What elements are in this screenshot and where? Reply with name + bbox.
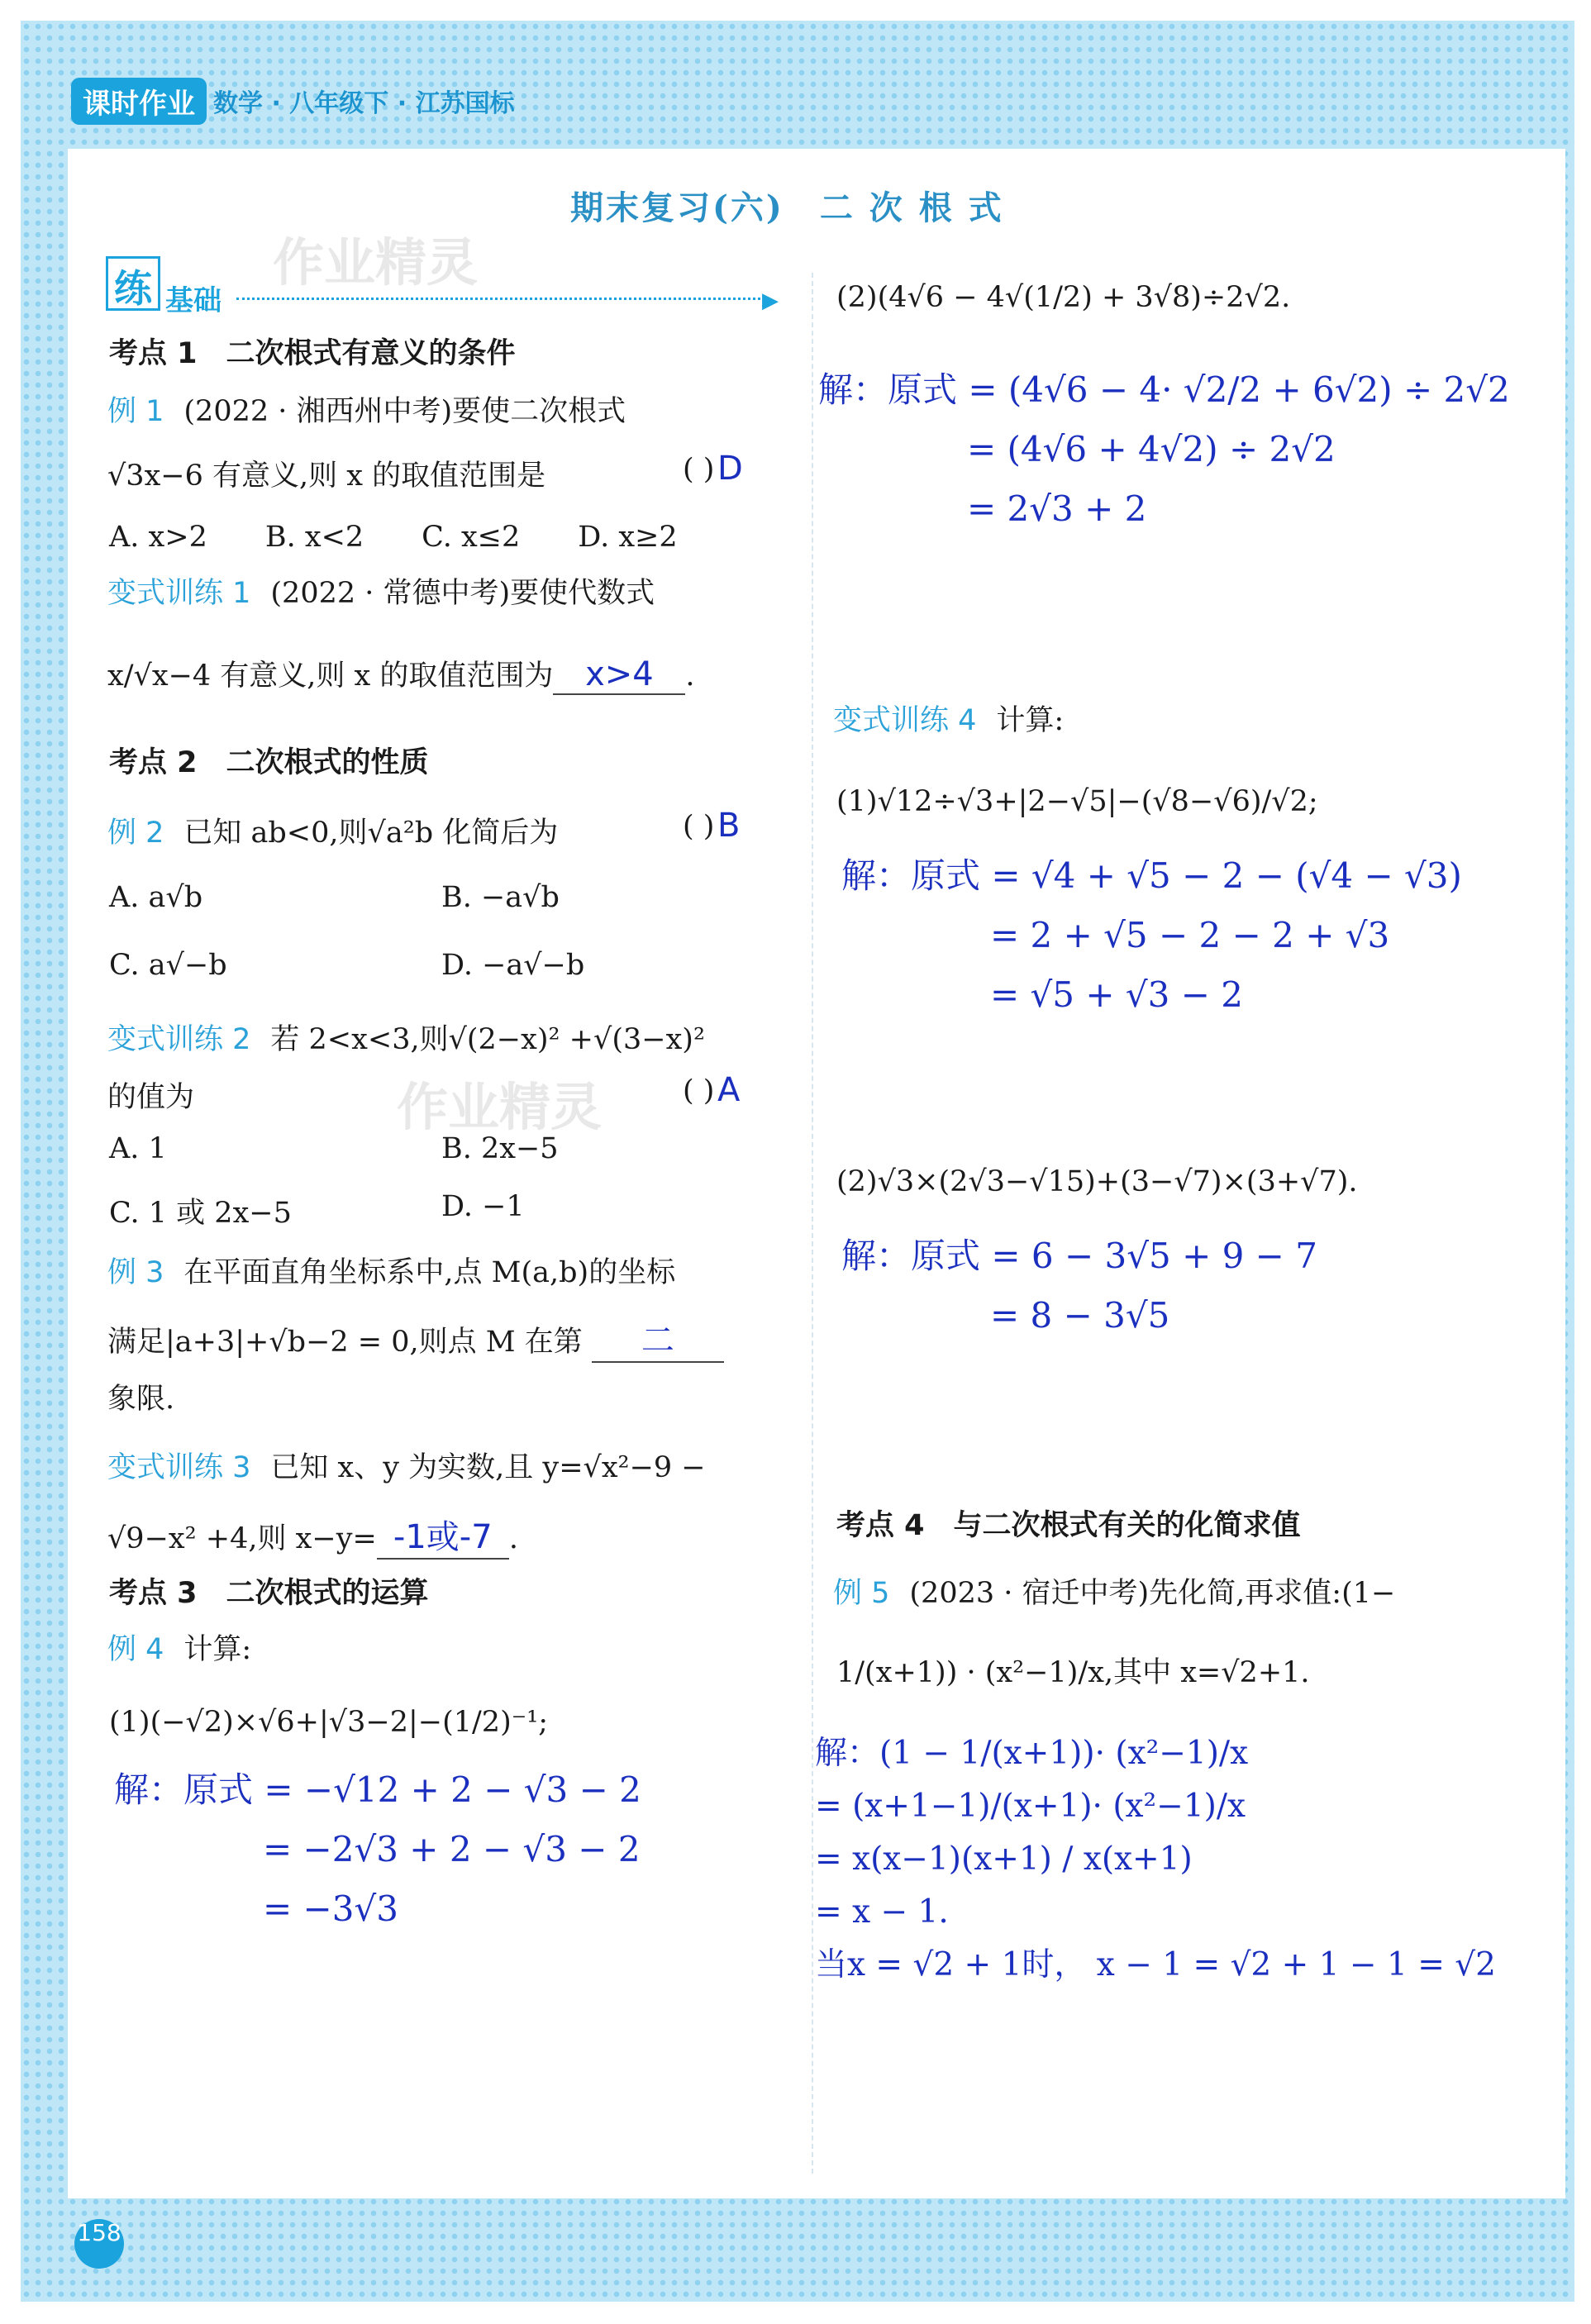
example-3-line3: 象限. bbox=[107, 1383, 175, 1416]
handwritten-solution bbox=[815, 1727, 1496, 1992]
option-c: C. a√−b bbox=[109, 949, 227, 982]
basic-label: 基础 bbox=[165, 284, 222, 317]
arrow-icon: ▶ bbox=[762, 288, 779, 313]
variant-label: 变式训练 3 bbox=[107, 1451, 251, 1484]
question-text: √9−x² +4,则 x−y= bbox=[107, 1522, 377, 1555]
solution-line: = −2√3 + 2 − √3 − 2 bbox=[263, 1829, 641, 1869]
solution-line: = (x+1−1)/(x+1)· (x²−1)/x bbox=[815, 1788, 1246, 1825]
answer-paren: ( ) bbox=[683, 453, 715, 486]
solution-line: 解：原式 = 6 − 3√5 + 9 − 7 bbox=[841, 1236, 1317, 1276]
question-text: (2022 · 湘西州中考)要使二次根式 bbox=[183, 395, 626, 428]
example-1 bbox=[107, 388, 626, 430]
question-text: x/√x−4 有意义,则 x 的取值范围为 bbox=[107, 660, 554, 693]
example-5-line2: 1/(x+1)) · (x²−1)/x,其中 x=√2+1. bbox=[836, 1656, 1310, 1689]
example-label: 例 4 bbox=[107, 1633, 164, 1666]
solution-line: = x − 1. bbox=[815, 1893, 949, 1931]
example-3 bbox=[107, 1250, 675, 1291]
variant-label: 变式训练 2 bbox=[107, 1023, 251, 1056]
example-label: 例 1 bbox=[107, 395, 164, 428]
solution-line: = 2 + √5 − 2 − 2 + √3 bbox=[990, 915, 1390, 955]
answer: D bbox=[717, 450, 743, 488]
handwritten-solution bbox=[841, 1226, 1317, 1345]
topic-4: 考点 4 与二次根式有关的化简求值 bbox=[836, 1509, 1301, 1542]
book-subtitle: 数学 · 八年级下 · 江苏国标 bbox=[213, 89, 515, 118]
example-1-line2: √3x−6 有意义,则 x 的取值范围是 bbox=[107, 460, 546, 493]
question-text: 在平面直角坐标系中,点 M(a,b)的坐标 bbox=[183, 1256, 676, 1289]
example-2 bbox=[107, 810, 558, 851]
option-a: A. a√b bbox=[109, 881, 203, 914]
page-number: 158 bbox=[74, 2219, 124, 2269]
variant-1 bbox=[107, 570, 655, 612]
question-text: 已知 x、y 为实数,且 y=√x²−9 − bbox=[270, 1451, 706, 1484]
variant-4-q1: (1)√12÷√3+|2−√5|−(√8−√6)/√2; bbox=[836, 785, 1318, 818]
example-label: 例 5 bbox=[833, 1577, 890, 1610]
practice-icon: 练 bbox=[106, 256, 160, 311]
question-text: (2023 · 宿迁中考)先化简,再求值:(1− bbox=[909, 1577, 1396, 1610]
example-4 bbox=[107, 1626, 251, 1668]
solution-line: 解：原式 = (4√6 − 4· √2/2 + 6√2) ÷ 2√2 bbox=[818, 369, 1510, 410]
solution-line: 解：原式 = −√12 + 2 − √3 − 2 bbox=[114, 1769, 641, 1810]
example-label: 例 3 bbox=[107, 1256, 164, 1289]
section-basic bbox=[106, 256, 222, 318]
question-text: 计算: bbox=[996, 704, 1065, 737]
options: A. x>2 B. x<2 C. x≤2 D. x≥2 bbox=[109, 521, 678, 554]
option-b: B. 2x−5 bbox=[441, 1132, 559, 1165]
answer: x>4 bbox=[553, 655, 685, 695]
arrow-line bbox=[236, 298, 765, 300]
solution-line: = 8 − 3√5 bbox=[990, 1295, 1170, 1336]
answer-paren: ( ) bbox=[683, 810, 715, 843]
example-4-q1: (1)(−√2)×√6+|√3−2|−(1/2)⁻¹; bbox=[109, 1706, 549, 1739]
variant-3-line2: √9−x² +4,则 x−y= -1或-7 . bbox=[107, 1511, 518, 1560]
variant-label: 变式训练 1 bbox=[107, 577, 251, 610]
answer: B bbox=[717, 807, 741, 845]
answer: 二 bbox=[592, 1314, 724, 1363]
solution-line: 解：(1 − 1/(x+1))· (x²−1)/x bbox=[815, 1735, 1249, 1772]
watermark: 作业精灵 bbox=[273, 232, 479, 293]
handwritten-solution bbox=[818, 360, 1510, 539]
option-d: D. −1 bbox=[441, 1190, 525, 1223]
example-3-line2 bbox=[107, 1314, 724, 1363]
solution-line: 解：原式 = √4 + √5 − 2 − (√4 − √3) bbox=[841, 855, 1462, 896]
topic-1: 考点 1 二次根式有意义的条件 bbox=[109, 337, 516, 370]
variant-2 bbox=[107, 1017, 705, 1058]
option-a: A. 1 bbox=[109, 1132, 167, 1165]
brand-logo: 课时作业 bbox=[71, 78, 207, 125]
page-title: 期末复习(六) 二 次 根 式 bbox=[570, 188, 1004, 227]
variant-3 bbox=[107, 1445, 706, 1486]
solution-line: = (4√6 + 4√2) ÷ 2√2 bbox=[967, 429, 1336, 469]
variant-4 bbox=[833, 698, 1064, 739]
example-label: 例 2 bbox=[107, 817, 164, 850]
solution-line: = 2√3 + 2 bbox=[967, 488, 1147, 529]
solution-line: = x(x−1)(x+1) / x(x+1) bbox=[815, 1841, 1193, 1878]
variant-1-line2: x/√x−4 有意义,则 x 的取值范围为 x>4 . bbox=[107, 655, 695, 693]
topic-2: 考点 2 二次根式的性质 bbox=[109, 746, 429, 779]
variant-label: 变式训练 4 bbox=[833, 704, 977, 737]
question-text: 若 2<x<3,则√(2−x)² +√(3−x)² bbox=[270, 1023, 705, 1056]
answer: -1或-7 bbox=[377, 1511, 509, 1560]
variant-4-q2: (2)√3×(2√3−√15)+(3−√7)×(3+√7). bbox=[836, 1165, 1358, 1198]
column-divider bbox=[812, 273, 813, 2174]
watermark: 作业精灵 bbox=[397, 1077, 603, 1137]
option-c: C. 1 或 2x−5 bbox=[109, 1197, 292, 1230]
variant-2-line2: 的值为 bbox=[107, 1081, 195, 1114]
option-b: B. −a√b bbox=[441, 881, 560, 914]
question-text: (2022 · 常德中考)要使代数式 bbox=[270, 577, 655, 610]
example-5 bbox=[833, 1570, 1395, 1612]
topic-3: 考点 3 二次根式的运算 bbox=[109, 1577, 429, 1610]
handwritten-solution bbox=[114, 1760, 641, 1939]
answer-paren: ( ) bbox=[683, 1074, 715, 1107]
solution-line: 当x = √2 + 1时， x − 1 = √2 + 1 − 1 = √2 bbox=[815, 1946, 1496, 1983]
header bbox=[71, 79, 515, 122]
example-4-q2: (2)(4√6 − 4√(1/2) + 3√8)÷2√2. bbox=[836, 281, 1291, 314]
option-d: D. −a√−b bbox=[441, 949, 585, 982]
solution-line: = √5 + √3 − 2 bbox=[990, 974, 1244, 1015]
question-text: 已知 ab<0,则√a²b 化简后为 bbox=[183, 817, 559, 850]
handwritten-solution bbox=[841, 846, 1462, 1025]
question-text: 计算: bbox=[183, 1633, 252, 1666]
question-text: 满足|a+3|+√b−2 = 0,则点 M 在第 bbox=[107, 1326, 583, 1359]
answer: A bbox=[717, 1071, 741, 1109]
solution-line: = −3√3 bbox=[263, 1888, 398, 1929]
